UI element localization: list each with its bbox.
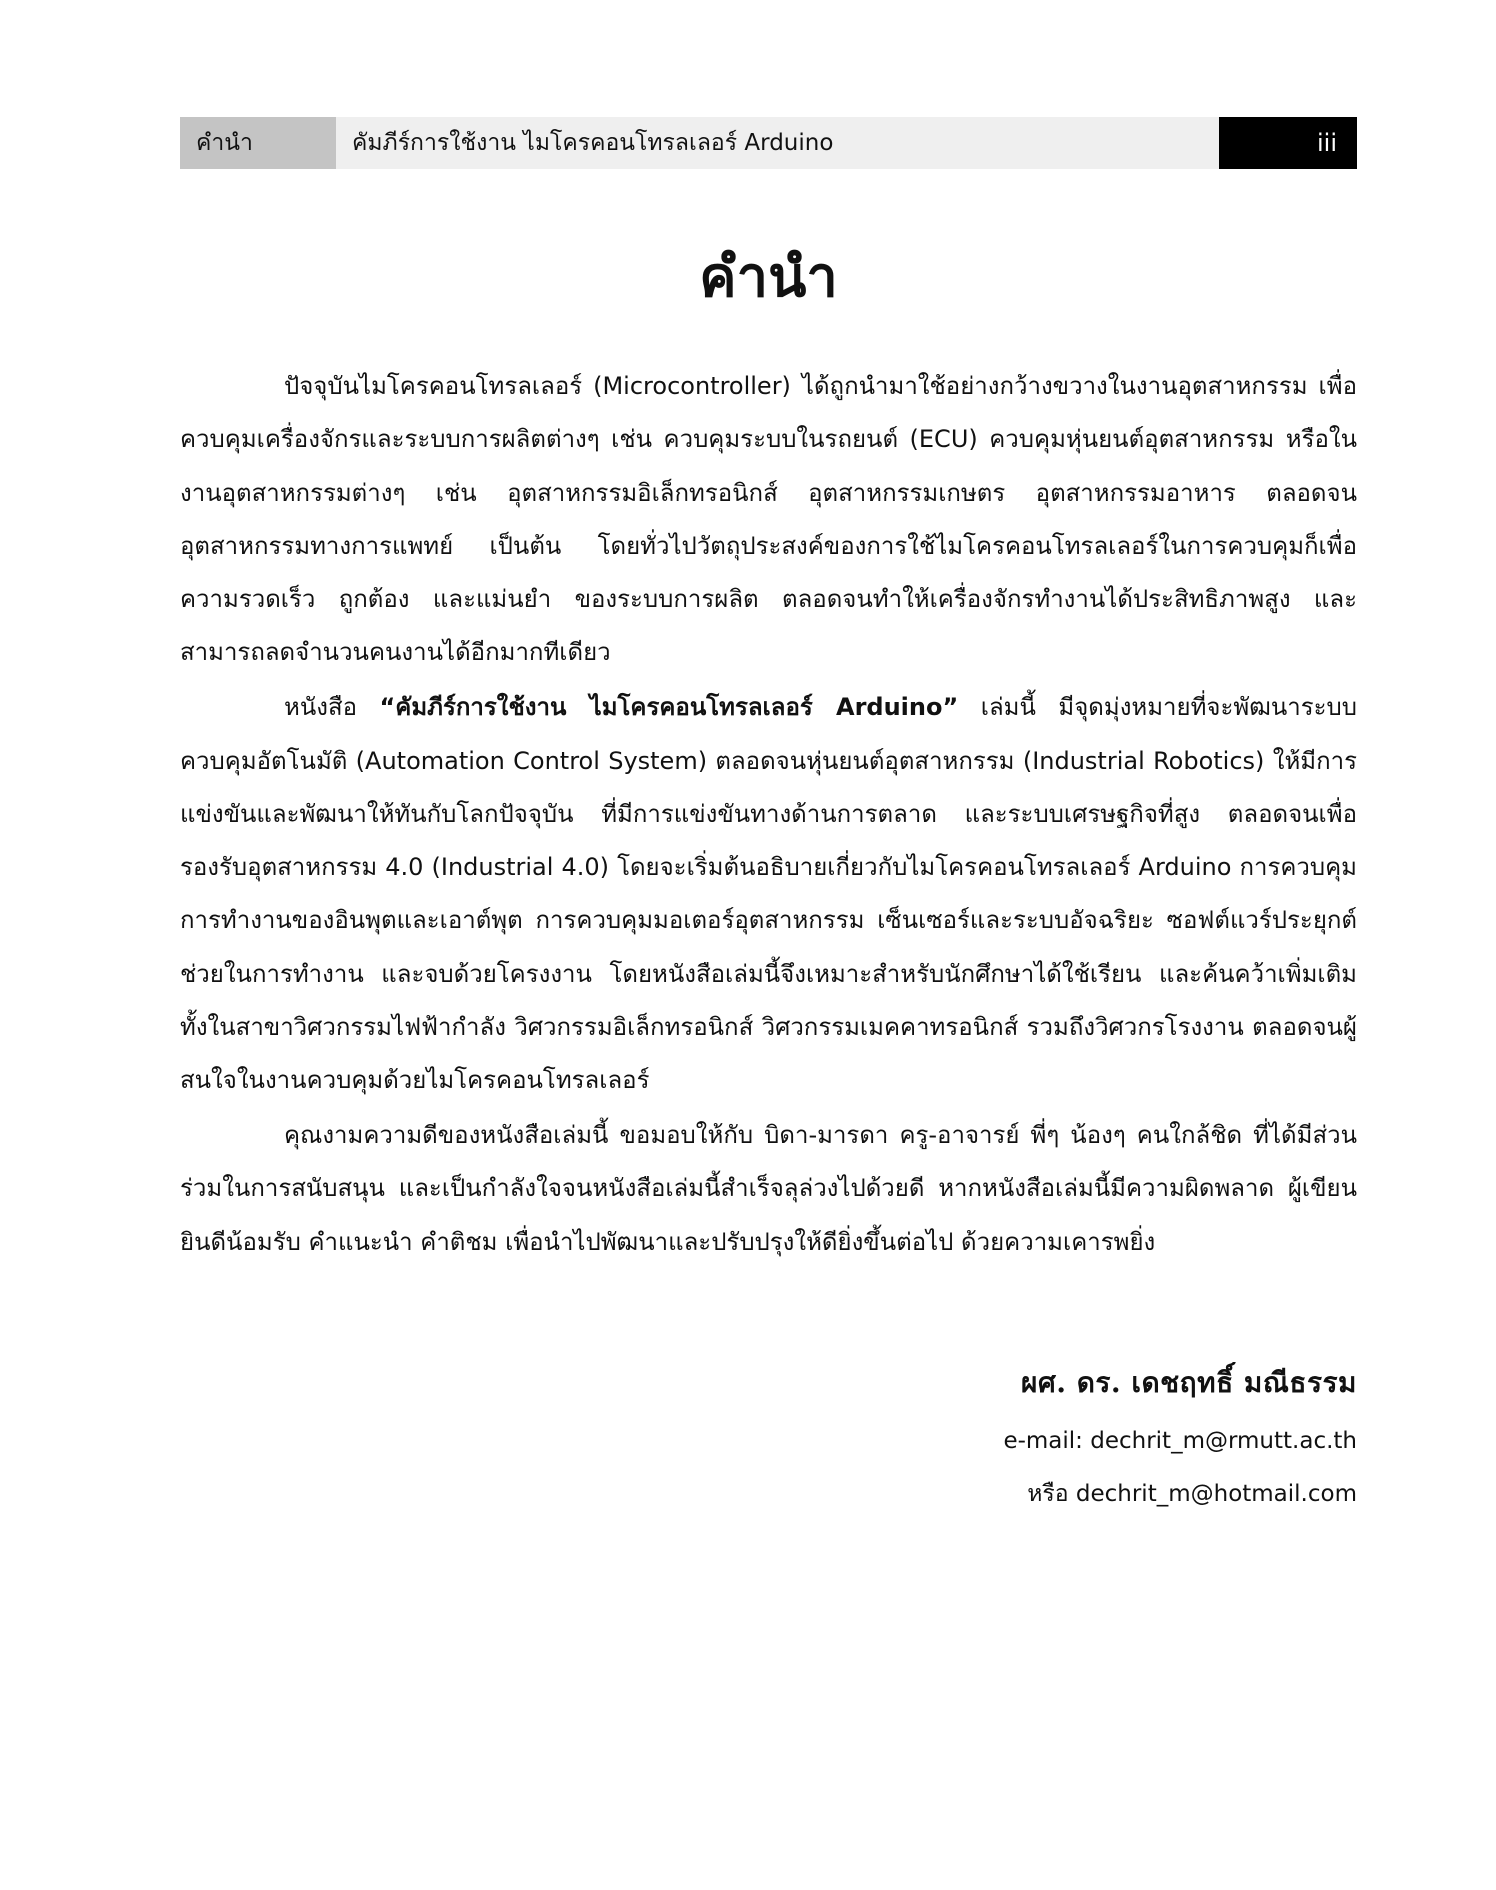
page-title: คำนำ — [699, 245, 838, 310]
header-book-title: คัมภีร์การใช้งาน ไมโครคอนโทรลเลอร์ Arduino — [336, 117, 1219, 169]
header-page-number: iii — [1219, 117, 1357, 169]
author-signature — [1003, 1363, 1357, 1521]
running-header — [180, 117, 1357, 169]
paragraph-2-body: เล่มนี้ มีจุดมุ่งหมายที่จะพัฒนาระบบควบคุมอัตโนมัติ (Automation Control System) ตลอดจนหุ่นยนต์อุตสาหกรรม (Industrial Robotics) ให้มีการแข่งขันและพัฒนาให้ทันกับโลกปัจจุบัน ที่มีการแข่งขันทางด้านการตลาด และระบบเศรษฐกิจที่สูง ตลอดจนเพื่อรองรับอุตสาหกรรม 4.0 (Industrial 4.0) โดยจะเริ่มต้นอธิบายเกี่ยวกับไมโครคอนโทรลเลอร์ Arduino การควบคุมการทำงานของอินพุตและเอาต์พุต การควบคุมมอเตอร์อุตสาหกรรม เซ็นเซอร์และระบบอัจฉริยะ ซอฟต์แวร์ประยุกต์ช่วยในการทำงาน และจบด้วยโครงงาน โดยหนังสือเล่มนี้จึงเหมาะสำหรับนักศึกษาได้ใช้เรียน และค้นคว้าเพิ่มเติม ทั้งในสาขาวิศวกรรมไฟฟ้ากำลัง วิศวกรรมอิเล็กทรอนิกส์ วิศวกรรมเมคคาทรอนิกส์ รวมถึงวิศวกรโรงงาน ตลอดจนผู้สนใจในงานควบคุมด้วยไมโครคอนโทรลเลอร์ — [180, 693, 1358, 1095]
book-title-emphasis: “คัมภีร์การใช้งาน ไมโครคอนโทรลเลอร์ Arduino” — [379, 693, 959, 722]
author-email: e-mail: dechrit_m@rmutt.ac.th — [1003, 1428, 1357, 1454]
author-name: ผศ. ดร. เดชฤทธิ์ มณีธรรม — [1021, 1366, 1357, 1399]
preface-paragraph-1: ปัจจุบันไมโครคอนโทรลเลอร์ (Microcontroller) ได้ถูกนำมาใช้อย่างกว้างขวางในงานอุตสาหกรรม เพื่อควบคุมเครื่องจักรและระบบการผลิตต่างๆ เช่น ควบคุมระบบในรถยนต์ (ECU) ควบคุมหุ่นยนต์อุตสาหกรรม หรือในงานอุตสาหกรรมต่างๆ เช่น อุตสาหกรรมอิเล็กทรอนิกส์ อุตสาหกรรมเกษตร อุตสาหกรรมอาหาร ตลอดจนอุตสาหกรรมทางการแพทย์ เป็นต้น โดยทั่วไปวัตถุประสงค์ของการใช้ไมโครคอนโทรลเลอร์ในการควบคุมก็เพื่อความรวดเร็ว ถูกต้อง และแม่นยำ ของระบบการผลิต ตลอดจนทำให้เครื่องจักรทำงานได้ประสิทธิภาพสูง และสามารถลดจำนวนคนงานได้อีกมากทีเดียว — [180, 372, 1357, 667]
header-section-name: คำนำ — [180, 117, 336, 169]
preface-body — [180, 360, 1357, 1271]
author-alt-email: หรือ dechrit_m@hotmail.com — [1027, 1481, 1357, 1507]
preface-paragraph-3: คุณงามความดีของหนังสือเล่มนี้ ขอมอบให้กับ บิดา-มารดา ครู-อาจารย์ พี่ๆ น้องๆ คนใกล้ชิด ที่ได้มีส่วนร่วมในการสนับสนุน และเป็นกำลังใจจนหนังสือเล่มนี้สำเร็จลุล่วงไปด้วยดี หากหนังสือเล่มนี้มีความผิดพลาด ผู้เขียนยินดีน้อมรับ คำแนะนำ คำติชม เพื่อนำไปพัฒนาและปรับปรุงให้ดียิ่งขึ้นต่อไป ด้วยความเคารพยิ่ง — [180, 1121, 1357, 1256]
paragraph-2-lead: หนังสือ — [284, 693, 380, 722]
preface-paragraph-2 — [180, 681, 1357, 1107]
